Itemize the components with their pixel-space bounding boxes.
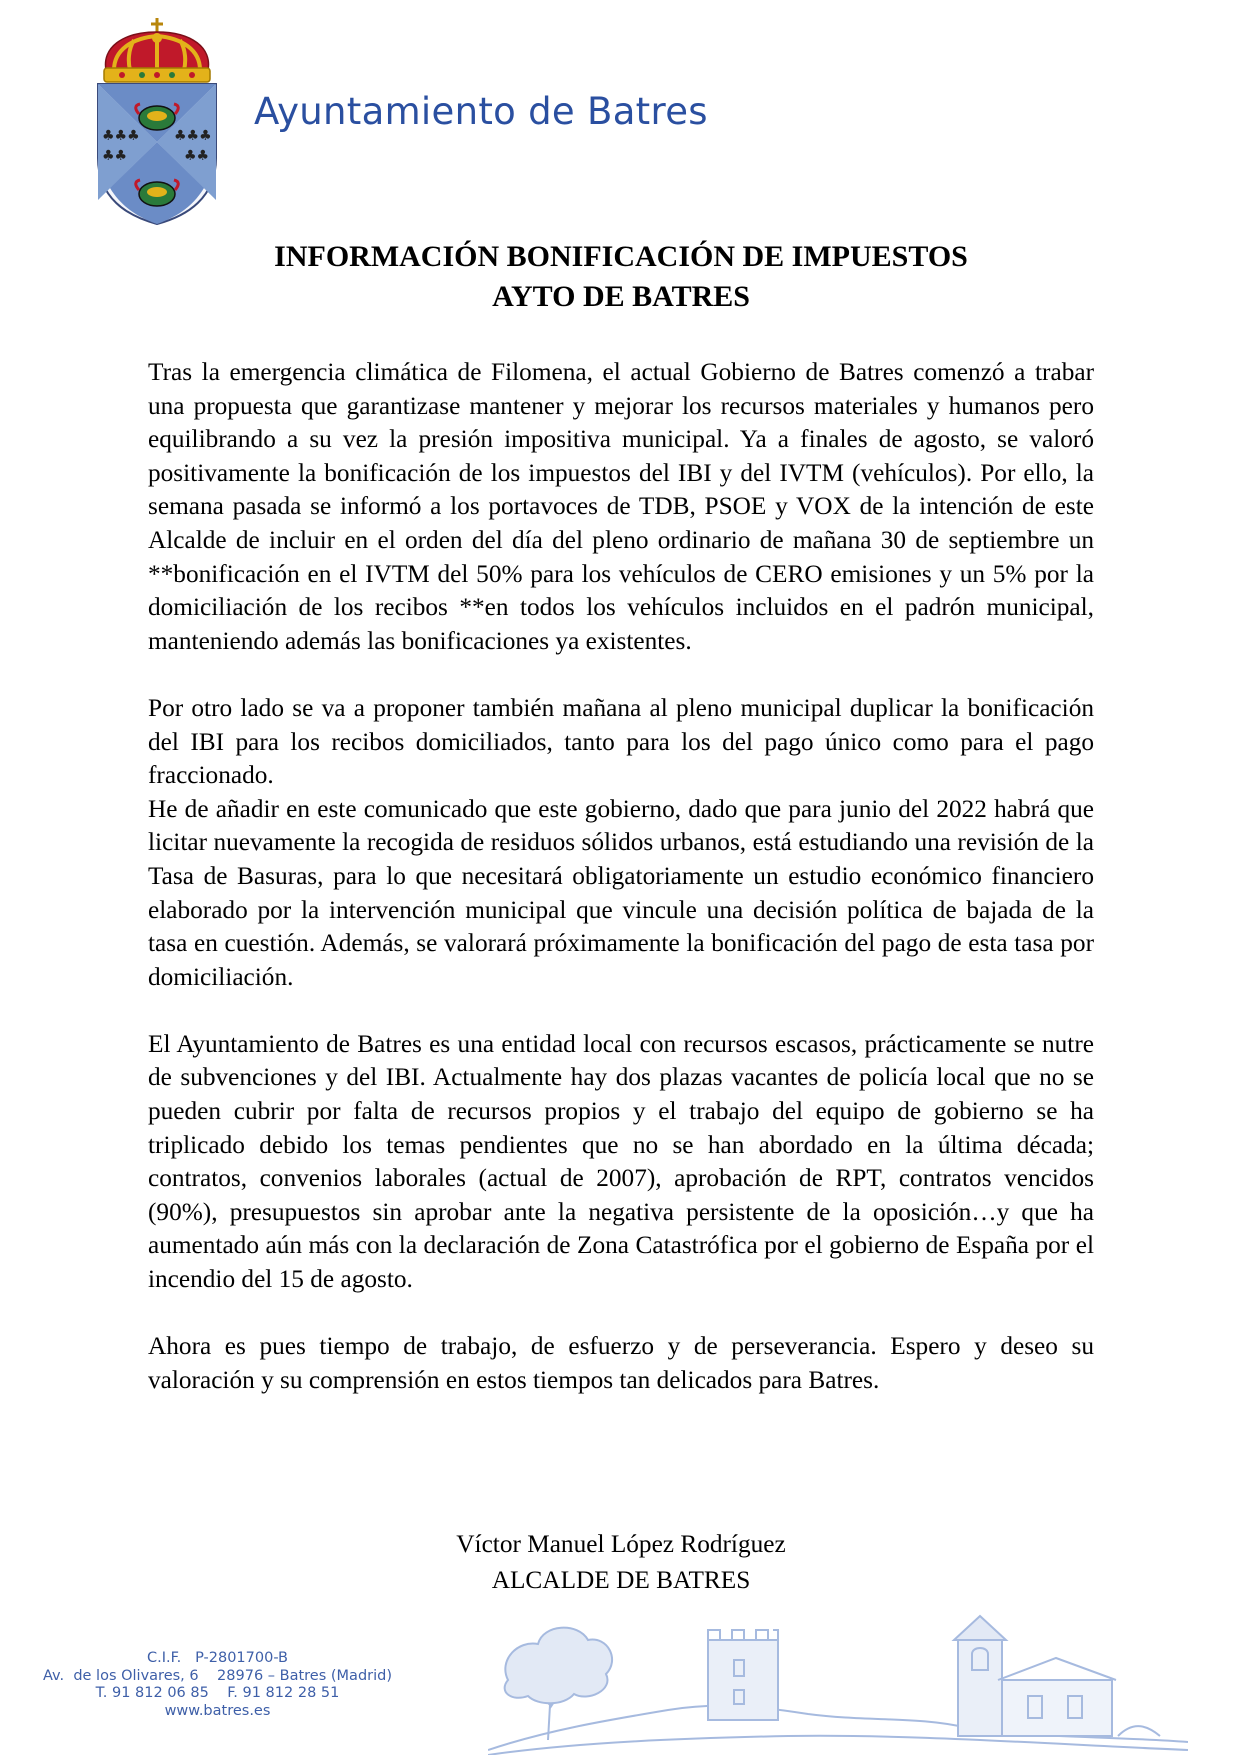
- body-paragraph: El Ayuntamiento de Batres es una entidad local con recursos escasos, prácticamente se nutre de subvenciones y del IBI. Actualmente hay dos plazas vacantes de policía local que no se pueden cubrir por falta de recursos propios y el trabajo del equipo de gobierno se ha triplicado debido los temas pendientes que no se han abordado en la última década; contratos, convenios laborales (actual de 2007), aprobación de RPT, contratos vencidos (90%), presupuestos sin aprobar ante la negativa persistente de la oposición…y que ha aumentado aún más con la declaración de Zona Catastrófica por el gobierno de España por el incendio del 15 de agosto.: [148, 1029, 1094, 1294]
- document-body: [148, 356, 1094, 1397]
- signature-block: [148, 1526, 1094, 1598]
- footer-contact: [20, 1650, 415, 1720]
- body-paragraph: Por otro lado se va a proponer también mañana al pleno municipal duplicar la bonificación del IBI para los recibos domiciliados, tanto para los del pago único como para el pago fraccionado.: [148, 693, 1094, 790]
- svg-text:♣♣♣: ♣♣♣: [102, 128, 140, 144]
- organization-name: Ayuntamiento de Batres: [254, 90, 708, 133]
- svg-text:♣♣♣: ♣♣♣: [174, 128, 212, 144]
- signatory-name: Víctor Manuel López Rodríguez: [456, 1530, 786, 1558]
- document-title: INFORMACIÓN BONIFICACIÓN DE IMPUESTOS: [274, 240, 968, 273]
- svg-text:♣♣: ♣♣: [184, 148, 210, 164]
- document-subtitle: AYTO DE BATRES: [492, 280, 750, 313]
- footer-cif: C.I.F. P-2801700-B: [147, 1650, 288, 1666]
- svg-text:♣♣: ♣♣: [102, 148, 128, 164]
- landscape-illustration-icon: [488, 1610, 1188, 1755]
- footer-address: Av. de los Olivares, 6 28976 – Batres (Madrid): [42, 1667, 393, 1684]
- body-paragraph: He de añadir en este comunicado que este gobierno, dado que para junio del 2022 habrá que licitar nuevamente la recogida de residuos sólidos urbanos, está estudiando una revisión de la Tasa de Basuras, para lo que necesitará obligatoriamente un estudio económico financiero elaborado por la intervención municipal que vincule una decisión política de bajada de la tasa en cuestión. Además, se valorará próximamente la bonificación del pago de esta tasa por domiciliación.: [148, 794, 1094, 991]
- footer-phones: T. 91 812 06 85 F. 91 812 28 51: [95, 1685, 340, 1701]
- coat-of-arms-icon: [92, 18, 222, 228]
- body-paragraph: Tras la emergencia climática de Filomena, el actual Gobierno de Batres comenzó a trabar una propuesta que garantizase mantener y mejorar los recursos materiales y humanos pero equilibrando a su vez la presión impositiva municipal. Ya a finales de agosto, se valoró positivamente la bonificación de los impuestos del IBI y del IVTM (vehículos). Por ello, la semana pasada se informó a los portavoces de TDB, PSOE y VOX de la intención de este Alcalde de incluir en el orden del día del pleno ordinario de mañana 30 de septiembre un **bonificación en el IVTM del 50% para los vehículos de CERO emisiones y un 5% por la domiciliación de los recibos **en todos los vehículos incluidos en el padrón municipal, manteniendo además las bonificaciones ya existentes.: [148, 358, 1094, 655]
- footer-web[interactable]: www.batres.es: [164, 1702, 271, 1719]
- body-paragraph: Ahora es pues tiempo de trabajo, de esfuerzo y de perseverancia. Espero y deseo su valoración y su comprensión en estos tiempos tan delicados para Batres.: [148, 1332, 1094, 1394]
- signatory-role: ALCALDE DE BATRES: [491, 1566, 751, 1594]
